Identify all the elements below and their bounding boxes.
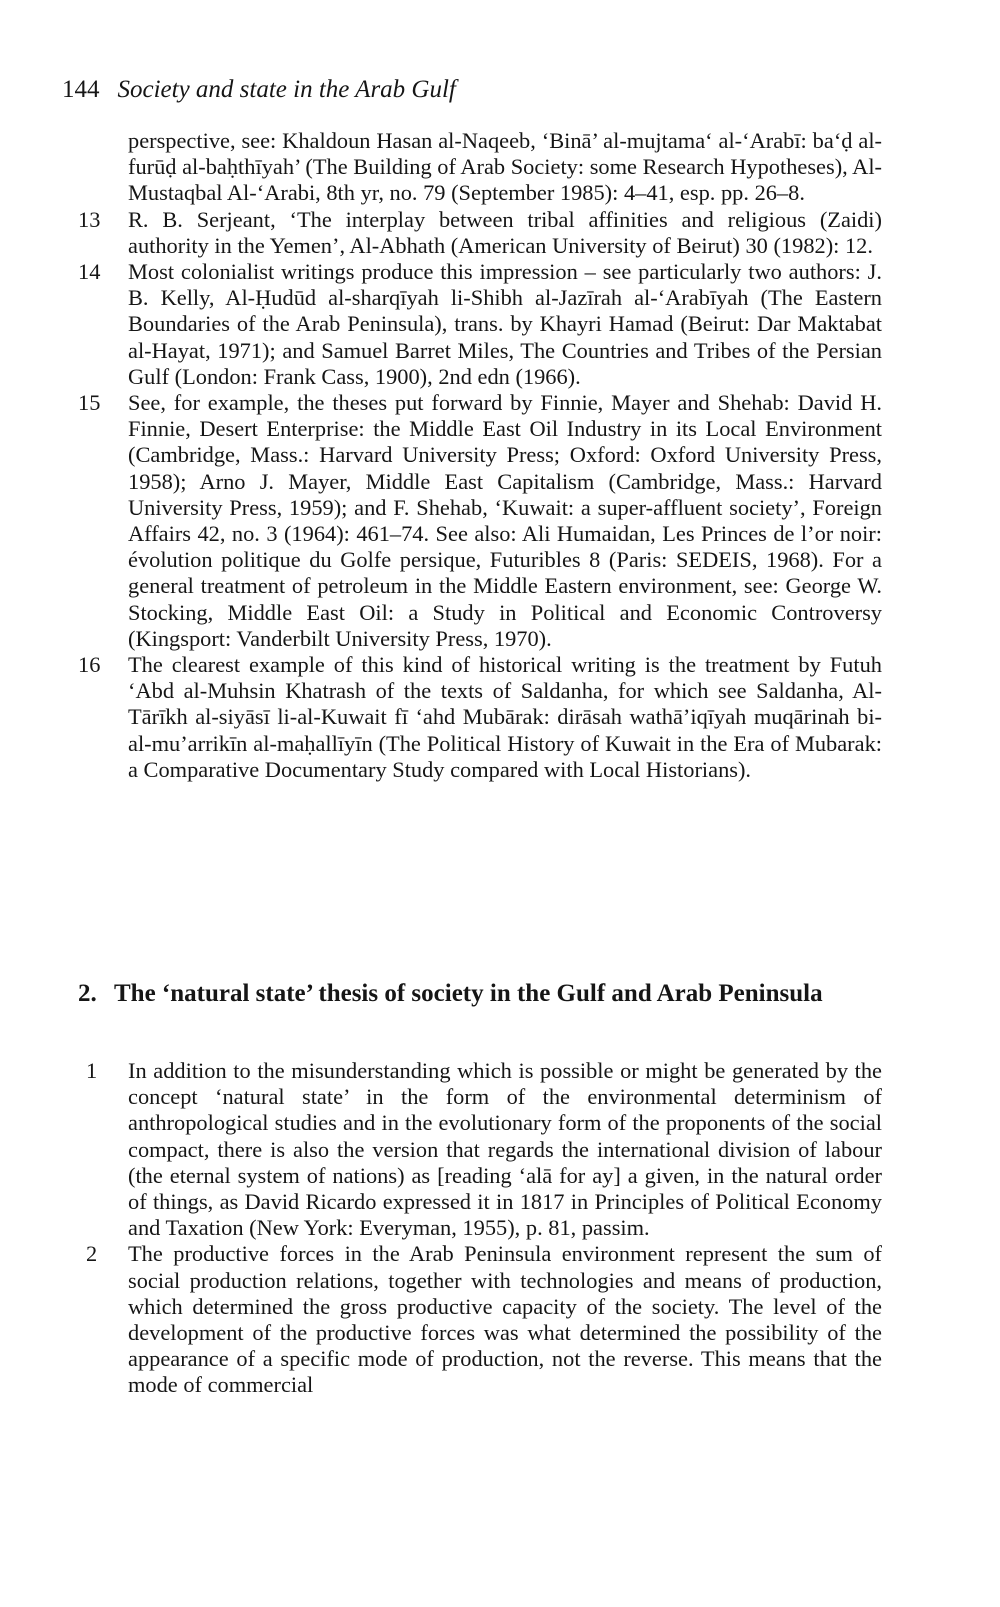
endnote-15	[62, 390, 882, 652]
note-number: 15	[78, 390, 101, 416]
note-number: 1	[86, 1058, 98, 1083]
section-endnote-1	[62, 1058, 882, 1241]
running-head	[62, 74, 456, 106]
endnotes-list	[62, 128, 882, 783]
endnote-14	[62, 259, 882, 390]
endnote-13	[62, 207, 882, 259]
section-endnote-2	[62, 1241, 882, 1398]
section-title: The ‘natural state’ thesis of society in the Gulf and Arab Peninsula	[114, 980, 823, 1007]
note-text: The clearest example of this kind of historical writing is the treatment by Futuh ‘Abd al-Muhsin Khatrash of the texts of Saldanha, for which see Saldanha, Al-Tārīkh al-siyāsī li-al-Kuwait fī ‘ahd Mubārak: dirāsah wathā’iqīyah muqārinah bi-al-mu’arrikīn al-maḥallīyīn (The Political History of Kuwait in the Era of Mubarak: a Comparative Documentary Study compared with Local Historians).	[128, 652, 882, 782]
note-text: Most colonialist writings produce this impression – see particularly two authors: J. B. Kelly, Al-Ḥudūd al-sharqīyah li-Shibh al-Jazīrah al-‘Arabīyah (The Eastern Boundaries of the Arab Peninsula), trans. by Khayri Hamad (Beirut: Dar Maktabat al-Hayat, 1971); and Samuel Barret Miles, The Countries and Tribes of the Persian Gulf (London: Frank Cass, 1900), 2nd edn (1966).	[128, 259, 882, 389]
page-number: 144	[62, 76, 100, 103]
endnote-continuation	[62, 128, 882, 207]
note-text: perspective, see: Khaldoun Hasan al-Naqeeb, ‘Binā’ al-mujtama‘ al-‘Arabī: ba‘ḍ al-furūḍ al-baḥthīyah’ (The Building of Arab Society: some Research Hypotheses), Al-Mustaqbal Al-‘Arabi, 8th yr, no. 79 (September 1985): 4–41, esp. pp. 26–8.	[128, 128, 882, 206]
note-text: See, for example, the theses put forward by Finnie, Mayer and Shehab: David H. Finnie, Desert Enterprise: the Middle East Oil Industry in its Local Environment (Cambridge, Mass.: Harvard University Press; Oxford: Oxford University Press, 1958); Arno J. Mayer, Middle East Capitalism (Cambridge, Mass.: Harvard University Press, 1959); and F. Shehab, ‘Kuwait: a super-affluent society’, Foreign Affairs 42, no. 3 (1964): 461–74. See also: Ali Humaidan, Les Princes de l’or noir: évolution politique du Golfe persique, Futuribles 8 (Paris: SEDEIS, 1968). For a general treatment of petroleum in the Middle Eastern environment, see: George W. Stocking, Middle East Oil: a Study in Political and Economic Controversy (Kingsport: Vanderbilt University Press, 1970).	[128, 390, 882, 651]
endnote-16	[62, 652, 882, 783]
section-endnotes-list	[62, 1058, 882, 1399]
note-number: 16	[78, 652, 101, 678]
note-number: 2	[86, 1241, 98, 1267]
note-text: R. B. Serjeant, ‘The interplay between tribal affinities and religious (Zaidi) authority in the Yemen’, Al-Abhath (American University of Beirut) 30 (1982): 12.	[128, 206, 882, 258]
section-number: 2.	[78, 980, 97, 1007]
note-number: 13	[78, 206, 101, 232]
section-heading	[78, 978, 878, 1010]
note-text: The productive forces in the Arab Peninsula environment represent the sum of social production relations, together with technologies and means of production, which determined the gross productive capacity of the society. The level of the development of the productive forces was what determined the possibility of the appearance of a specific mode of production, not the reverse. This means that the mode of commercial	[128, 1241, 882, 1398]
note-text: In addition to the misunderstanding which is possible or might be generated by the concept ‘natural state’ in the form of the environmental determinism of anthropological studies and in the evolutionary form of the proponents of the social compact, there is also the version that regards the international division of labour (the eternal system of nations) as [reading ‘alā for ay] a given, in the natural order of things, as David Ricardo expressed it in 1817 in Principles of Political Economy and Taxation (New York: Everyman, 1955), p. 81, passim.	[128, 1058, 882, 1241]
note-number: 14	[78, 259, 101, 285]
running-title: Society and state in the Arab Gulf	[117, 76, 456, 103]
